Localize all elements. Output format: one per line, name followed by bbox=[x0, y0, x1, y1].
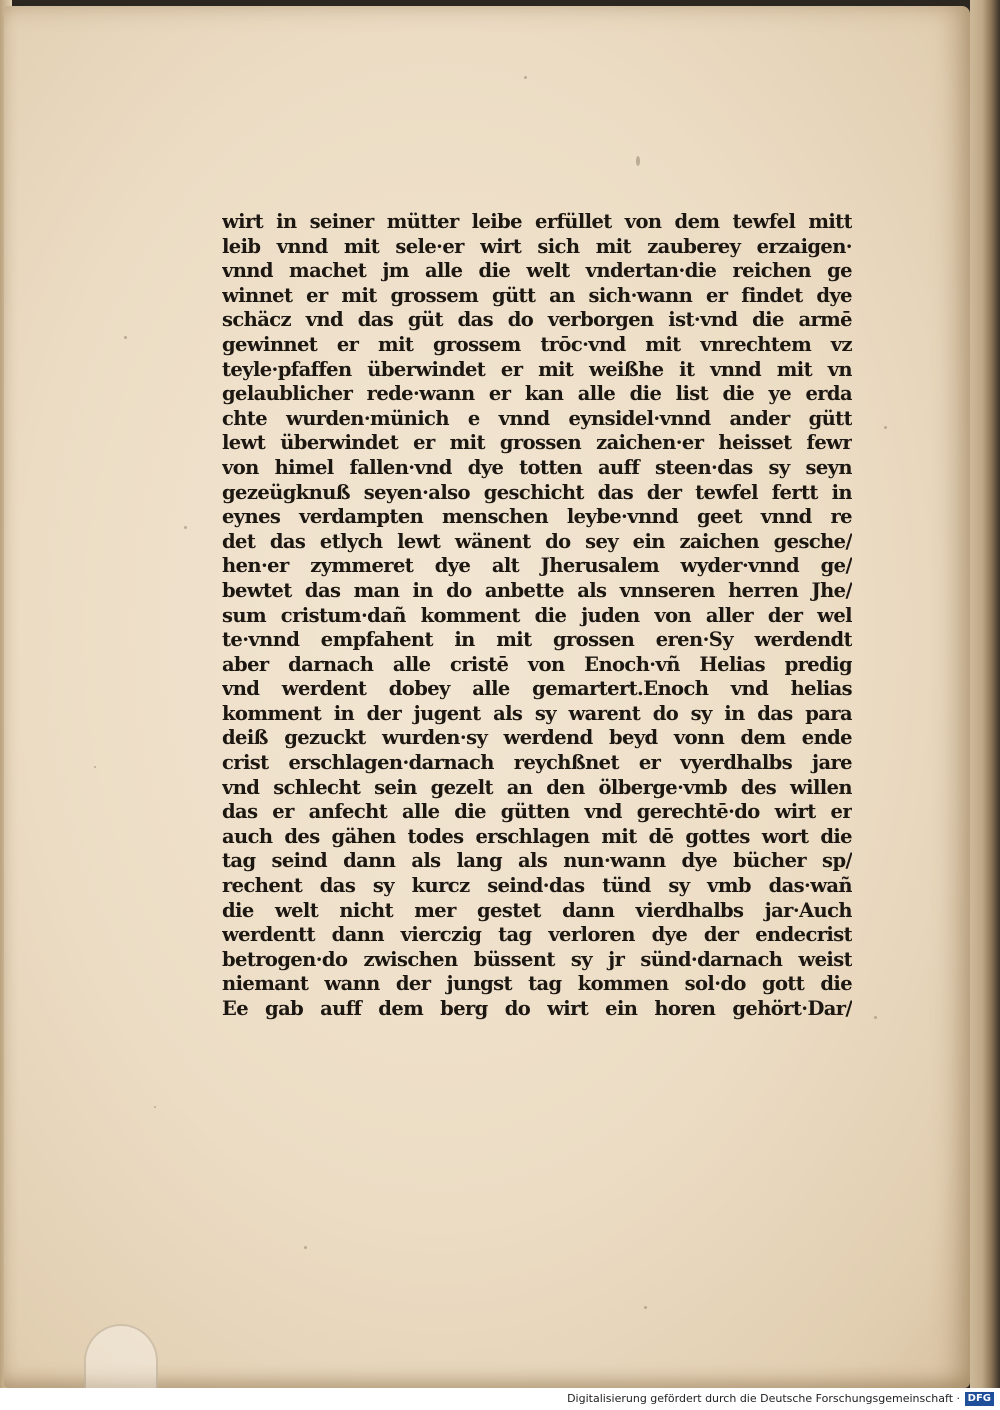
funding-credit: Digitalisierung gefördert durch die Deutsche Forschungsgemeinschaft · bbox=[567, 1392, 960, 1405]
text-line: sum cristum·dañ komment die juden von aller der wel bbox=[222, 603, 852, 627]
text-line: betrogen·do zwischen büssent sy jr sünd·darnach weist bbox=[222, 947, 852, 971]
text-line: komment in der jugent als sy warent do sy in das para bbox=[222, 701, 852, 725]
text-line: vnd werdent dobey alle gemartert.Enoch vnd helias bbox=[222, 677, 852, 701]
text-line: werdentt dann vierczig tag verloren dye der endecrist bbox=[222, 923, 852, 947]
text-line: eynes verdampten menschen leybe·vnnd geet vnnd re bbox=[222, 505, 852, 529]
text-line: tag seind dann als lang als nun·wann dye bücher sp/ bbox=[222, 849, 852, 873]
book-spine-edge bbox=[970, 0, 1000, 1388]
text-line: wirt in seiner mütter leibe erfüllet von dem tewfel mitt bbox=[222, 210, 852, 233]
text-line: gelaublicher rede·wann er kan alle die list die ye erda bbox=[222, 382, 852, 406]
thumb-holder-mark bbox=[84, 1324, 158, 1388]
book-page bbox=[4, 6, 970, 1388]
text-line: von himel fallen·vnd dye totten auff steen·das sy seyn bbox=[222, 455, 852, 479]
text-line: Ee gab auff dem berg do wirt ein horen gehört·Dar/ bbox=[222, 997, 852, 1020]
text-line: gezeügknuß seyen·also geschicht das der tewfel fertt in bbox=[222, 480, 852, 504]
text-line: niemant wann der jungst tag kommen sol·do gott die bbox=[222, 972, 852, 996]
text-line: winnet er mit grossem gütt an sich·wann er findet dye bbox=[222, 283, 852, 307]
text-line: crist erschlagen·darnach reychßnet er vyerdhalbs jare bbox=[222, 751, 852, 775]
text-line: vnnd machet jm alle die welt vndertan·die reichen ge bbox=[222, 259, 852, 283]
text-line: hen·er zymmeret dye alt Jherusalem wyder·vnnd ge/ bbox=[222, 554, 852, 578]
text-line: gewinnet er mit grossem trōc·vnd mit vnrechtem vz bbox=[222, 332, 852, 356]
text-line: rechent das sy kurcz seind·das tünd sy vmb das·wañ bbox=[222, 874, 852, 898]
text-line: lewt überwindet er mit grossen zaichen·er heisset fewr bbox=[222, 431, 852, 455]
text-line: bewtet das man in do anbette als vnnseren herren Jhe/ bbox=[222, 578, 852, 602]
text-line: das er anfecht alle die gütten vnd gerechtē·do wirt er bbox=[222, 800, 852, 824]
text-line: deiß gezuckt wurden·sy werdend beyd vonn dem ende bbox=[222, 726, 852, 750]
text-line: aber darnach alle cristē von Enoch·vñ Helias predig bbox=[222, 652, 852, 676]
digitization-footer bbox=[0, 1388, 1000, 1410]
dfg-logo: DFG bbox=[965, 1392, 994, 1406]
text-line: vnd schlecht sein gezelt an den ölberge·vmb des willen bbox=[222, 775, 852, 799]
text-line: schäcz vnd das güt das do verborgen ist·vnd die armē bbox=[222, 308, 852, 332]
printed-text-block bbox=[222, 210, 852, 1196]
text-line: die welt nicht mer gestet dann vierdhalbs jar·Auch bbox=[222, 898, 852, 922]
text-line: chte wurden·münich e vnnd eynsidel·vnnd ander gütt bbox=[222, 406, 852, 430]
text-line: det das etlych lewt wänent do sey ein zaichen gesche/ bbox=[222, 529, 852, 553]
text-line: auch des gähen todes erschlagen mit dē gottes wort die bbox=[222, 824, 852, 848]
text-line: leib vnnd mit sele·er wirt sich mit zauberey erzaigen· bbox=[222, 234, 852, 258]
text-line: teyle·pfaffen überwindet er mit weißhe it vnnd mit vn bbox=[222, 357, 852, 381]
text-line: te·vnnd empfahent in mit grossen eren·Sy werdendt bbox=[222, 628, 852, 652]
